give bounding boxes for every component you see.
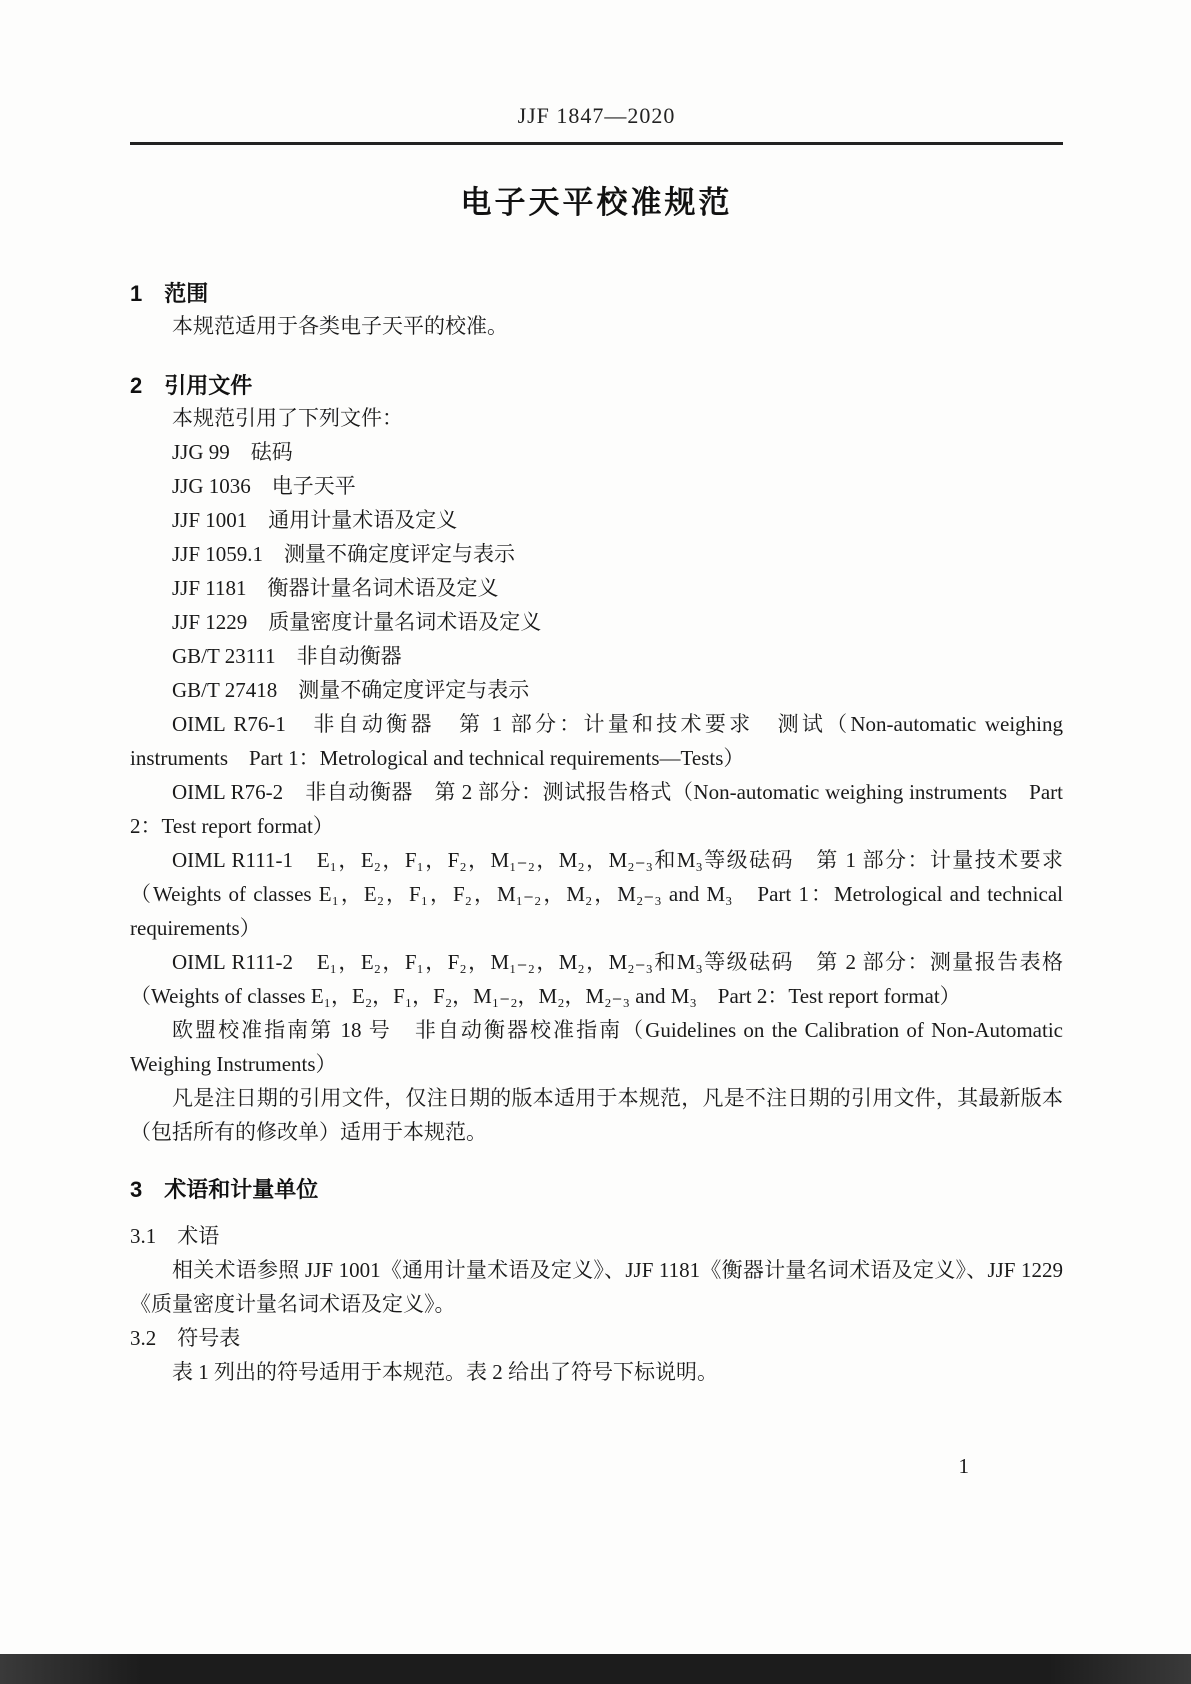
scan-bottom-bar	[0, 1654, 1191, 1684]
reference-item: JJG 1036 电子天平	[172, 474, 356, 498]
section-1-heading: 1 范围	[130, 281, 209, 306]
reference-item: 欧盟校准指南第 18 号 非自动衡器校准指南（Guidelines on the Calibration of Non-Automatic Weighing Instruments）	[130, 1018, 1063, 1076]
reference-item: JJF 1001 通用计量术语及定义	[172, 508, 458, 532]
section-3-heading: 3 术语和计量单位	[130, 1177, 319, 1202]
section-3-body	[130, 1219, 1063, 1389]
reference-item: OIML R111-2 E₁，E₂，F₁，F₂，M₁₋₂，M₂，M₂₋₃和M₃等级砝码 第 2 部分：测量报告表格（Weights of classes E₁，E₂，F₁，F₂，M₁₋₂，M₂，M₂₋₃ and M₃ Part 2：Test report format）	[130, 950, 1063, 1008]
reference-item: JJG 99 砝码	[172, 440, 293, 464]
section-2-intro: 本规范引用了下列文件：	[172, 406, 403, 430]
reference-item: GB/T 27418 测量不确定度评定与表示	[172, 678, 530, 702]
subsection-3-2-paragraph: 表 1 列出的符号适用于本规范。表 2 给出了符号下标说明。	[172, 1360, 718, 1384]
reference-item: JJF 1059.1 测量不确定度评定与表示	[172, 542, 516, 566]
header-rule	[130, 142, 1063, 145]
page-title: 电子天平校准规范	[460, 185, 733, 220]
section-2-closing: 凡是注日期的引用文件，仅注日期的版本适用于本规范，凡是不注日期的引用文件，其最新版本（包括所有的修改单）适用于本规范。	[130, 1086, 1063, 1144]
doc-code-header: JJF 1847—2020	[517, 103, 676, 128]
subsection-3-2-heading: 3.2 符号表	[130, 1326, 241, 1350]
page-number: 1	[958, 1454, 969, 1478]
reference-item: JJF 1229 质量密度计量名词术语及定义	[172, 610, 542, 634]
reference-item: GB/T 23111 非自动衡器	[172, 644, 402, 668]
section-2-heading: 2 引用文件	[130, 373, 253, 398]
reference-item: JJF 1181 衡器计量名词术语及定义	[172, 576, 499, 600]
reference-item: OIML R111-1 E₁，E₂，F₁，F₂，M₁₋₂，M₂，M₂₋₃和M₃等级砝码 第 1 部分：计量技术要求（Weights of classes E₁，E₂，F₁，F₂，M₁₋₂，M₂，M₂₋₃ and M₃ Part 1：Metrological and technical requirements）	[130, 848, 1063, 940]
reference-item: OIML R76-1 非自动衡器 第 1 部分：计量和技术要求 测试（Non-automatic weighing instruments Part 1：Metrological and technical requirements—Tests）	[130, 712, 1063, 770]
subsection-3-1-paragraph: 相关术语参照 JJF 1001《通用计量术语及定义》、JJF 1181《衡器计量名词术语及定义》、JJF 1229《质量密度计量名词术语及定义》。	[130, 1258, 1063, 1316]
subsection-3-1-heading: 3.1 术语	[130, 1224, 220, 1248]
reference-item: OIML R76-2 非自动衡器 第 2 部分：测试报告格式（Non-automatic weighing instruments Part 2：Test report format）	[130, 780, 1063, 838]
section-1-paragraph: 本规范适用于各类电子天平的校准。	[172, 314, 508, 338]
